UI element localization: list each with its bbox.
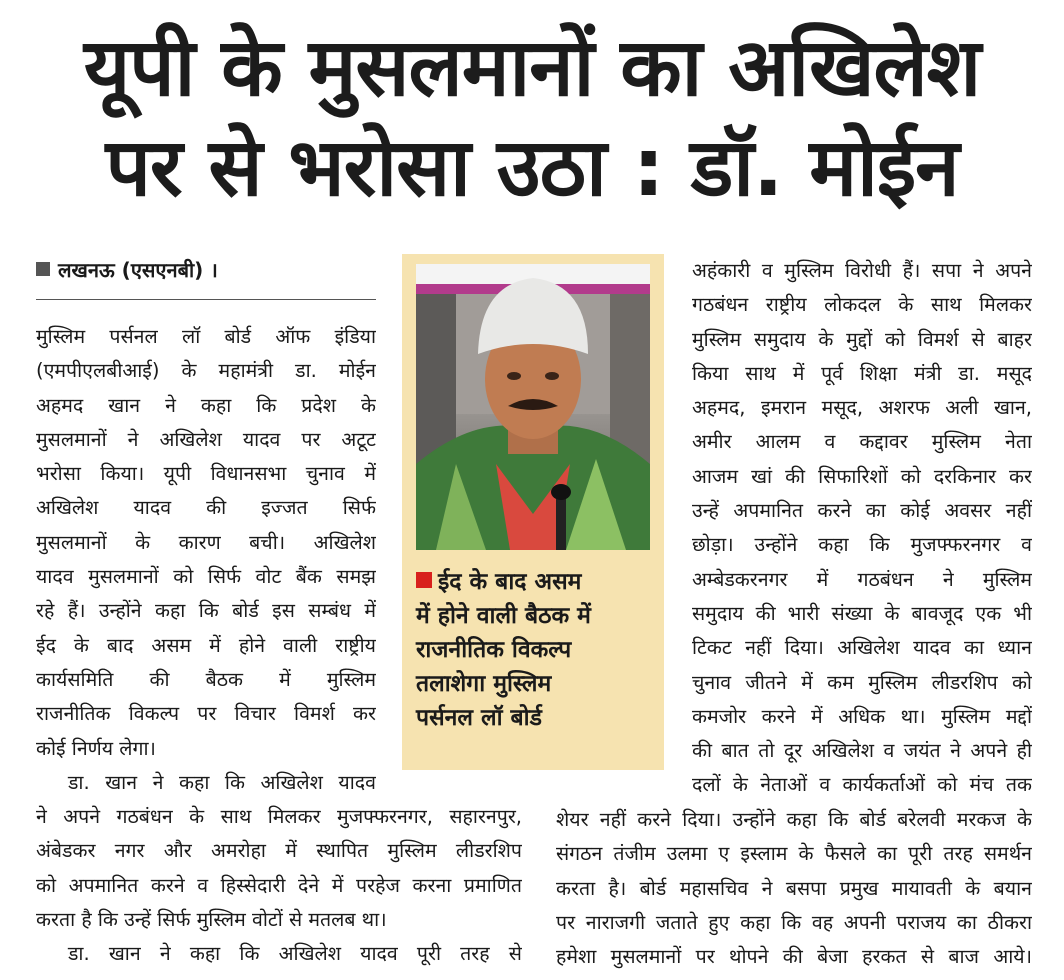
caption-line: [416, 565, 656, 599]
text-line: यादव मुसलमानों को सिर्फ वोट बैंक समझ: [36, 565, 376, 589]
dateline: [36, 256, 218, 283]
text-line: अहंकारी व मुस्लिम विरोधी हैं। सपा ने अपने: [692, 259, 1032, 282]
article-column-bottom-right: [556, 803, 1032, 974]
article-column-bottom-left: [36, 800, 522, 971]
text-line: की बात तो दूर अखिलेश व जयंत ने अपने ही: [692, 739, 1032, 763]
text-line: अहमद खान ने कहा कि प्रदेश के: [36, 393, 376, 417]
text-line: संगठन तंजीम उलमा ए इस्लाम के फैसले का पूरी तरह समर्थन: [556, 842, 1032, 866]
text-line: छोड़ा। उन्होंने कहा कि मुजफ्फरनगर व: [692, 533, 1032, 557]
caption-marker-icon: [416, 572, 432, 588]
text-line: शेयर नहीं करने दिया। उन्होंने कहा कि बोर्ड बरेलवी मरकज के: [556, 808, 1032, 831]
text-line: मुसलमानों के कारण बची। अखिलेश: [36, 530, 376, 554]
text-line: गठबंधन राष्ट्रीय लोकदल के साथ मिलकर: [692, 293, 1032, 317]
text-line: दलों के नेताओं व कार्यकर्ताओं को मंच तक: [692, 773, 1032, 797]
text-line: रहे हैं। उन्होंने कहा कि बोर्ड इस सम्बंध में: [36, 599, 376, 623]
text-line: कार्यसमिति की बैठक में मुस्लिम: [36, 667, 376, 691]
text-line: करता है कि उन्हें सिर्फ मुस्लिम वोटों से मतलब था।: [36, 907, 387, 931]
text-line: अम्बेडकरनगर में गठबंधन ने मुस्लिम: [692, 567, 1032, 591]
caption-line: राजनीतिक विकल्प: [416, 637, 572, 663]
text-line: ने अपने गठबंधन के साथ मिलकर मुजफ्फरनगर, सहारनपुर,: [36, 805, 522, 828]
text-line: किया साथ में पूर्व शिक्षा मंत्री डा. मसूद: [692, 361, 1032, 385]
caption-line: पर्सनल लॉ बोर्ड: [416, 705, 542, 731]
text-line: समुदाय की भारी संख्या के बावजूद एक भी: [692, 601, 1032, 625]
dateline-square-icon: [36, 262, 50, 276]
headline-line-2: पर से भरोसा उठा : डॉ. मोईन: [105, 121, 959, 214]
text-line: मुस्लिम समुदाय के मुद्दों को विमर्श से बाहर: [692, 327, 1032, 351]
text-line: हमेशा मुसलमानों पर थोपने की बेजा हरकत से बाज आये।: [556, 945, 1032, 969]
text-line: राजनीतिक विकल्प पर विचार विमर्श कर: [36, 702, 376, 726]
text-line: करता है। बोर्ड महासचिव ने बसपा प्रमुख मायावती के बयान: [556, 876, 1032, 900]
text-line: ईद के बाद असम में होने वाली राष्ट्रीय: [36, 633, 376, 657]
text-line: चुनाव जीतने में कम मुस्लिम लीडरशिप को: [692, 670, 1032, 694]
caption-line: में होने वाली बैठक में: [416, 603, 591, 629]
text-line: उन्हें अपमानित करने का कोई अवसर नहीं: [692, 499, 1032, 523]
article-column-3: [692, 254, 1032, 803]
text-line: को अपमानित करने व हिस्सेदारी देने में परहेज करना प्रमाणित: [36, 873, 522, 897]
text-line: कमजोर करने में अधिक था। मुस्लिम मद्दों: [692, 704, 1032, 728]
dateline-text: लखनऊ (एसएनबी) ।: [58, 258, 218, 282]
text-line: डा. खान ने कहा कि अखिलेश यादव पूरी तरह से: [68, 942, 522, 966]
text-line: आजम खां की सिफारिशों को दरकिनार कर: [692, 464, 1032, 488]
photo-caption: [416, 565, 656, 735]
text-line: डा. खान ने कहा कि अखिलेश यादव: [68, 770, 376, 794]
text-line: कोई निर्णय लेगा।: [36, 736, 156, 760]
text-line: भरोसा किया। यूपी विधानसभा चुनाव में: [36, 462, 376, 486]
caption-text: ईद के बाद असम: [438, 569, 582, 595]
portrait-photo: [416, 264, 650, 550]
article-column-1: [36, 320, 376, 800]
caption-line: तलाशेगा मुस्लिम: [416, 671, 552, 697]
text-line: (एमपीएलबीआई) के महामंत्री डा. मोईन: [36, 359, 376, 383]
dateline-rule: [36, 299, 376, 300]
portrait-illustration: [416, 264, 650, 550]
headline-line-1: यूपी के मुसलमानों का अखिलेश: [83, 21, 981, 114]
text-line: अंबेडकर नगर और अमरोहा में स्थापित मुस्लिम लीडरशिप: [36, 839, 522, 863]
text-line: मुसलमानों ने अखिलेश यादव पर अटूट: [36, 427, 376, 451]
text-line: अहमद, इमरान मसूद, अशरफ अली खान,: [692, 396, 1032, 420]
text-line: अखिलेश यादव की इज्जत सिर्फ: [36, 496, 376, 520]
text-line: मुस्लिम पर्सनल लॉ बोर्ड ऑफ इंडिया: [36, 325, 376, 348]
text-line: टिकट नहीं दिया। अखिलेश यादव का ध्यान: [692, 636, 1032, 660]
text-line: पर नाराजगी जताते हुए कहा कि वह अपनी पराजय का ठीकरा: [556, 910, 1032, 934]
text-line: अमीर आलम व कद्दावर मुस्लिम नेता: [692, 430, 1032, 454]
